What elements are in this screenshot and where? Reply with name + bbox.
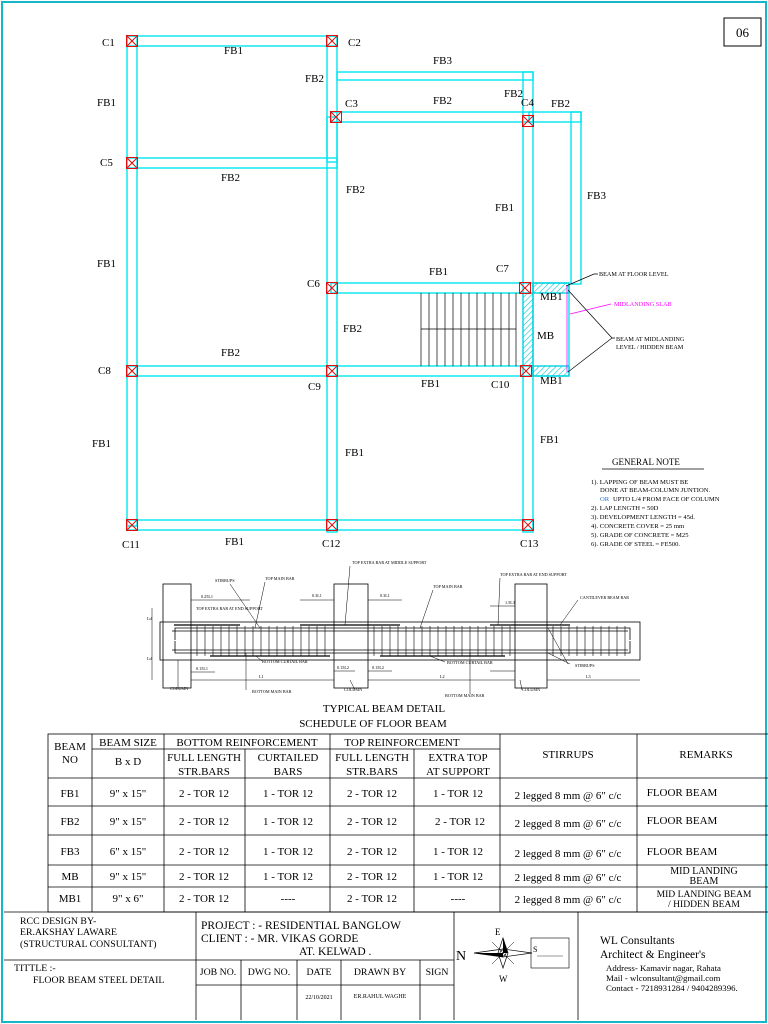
project: PROJECT : - RESIDENTIAL BANGLOW <box>201 920 401 932</box>
detail-label: BOTTOM CURTAIL BAR <box>262 659 308 664</box>
detail-label: Ld <box>147 656 152 661</box>
cell-top-extra: ---- <box>450 893 466 905</box>
detail-label: TOP MAIN BAR <box>433 584 463 589</box>
cell-size: 9" x 6" <box>112 893 144 905</box>
column-label: C1 <box>102 37 115 49</box>
note-line: 5). GRADE OF CONCRETE = M25 <box>591 532 689 539</box>
note-line: UPTO L/4 FROM FACE OF COLUMN <box>613 496 720 503</box>
title-value: FLOOR BEAM STEEL DETAIL <box>33 975 165 986</box>
detail-label: L3 <box>586 674 591 679</box>
th-beam-size: BEAM SIZE <box>99 737 157 749</box>
date-value: 22/10/2021 <box>305 995 333 1001</box>
detail-label: BOTTOM CURTAIL BAR <box>447 660 493 665</box>
cell-beam: FB3 <box>60 846 80 858</box>
table-row <box>59 889 752 910</box>
column-label: C9 <box>308 381 321 393</box>
column-label: C5 <box>100 157 113 169</box>
cell-stirrups: 2 legged 8 mm @ 6" c/c <box>514 790 622 802</box>
detail-label: CANTILEVER BEAM BAR <box>580 595 630 600</box>
beam-label: FB2 <box>551 98 570 110</box>
column-label: C4 <box>521 97 534 109</box>
th-top-full: STR.BARS <box>346 766 398 778</box>
column-labels <box>98 37 539 551</box>
schedule-title: SCHEDULE OF FLOOR BEAM <box>299 718 447 730</box>
cell-bot-full: 2 - TOR 12 <box>178 871 230 883</box>
detail-label: TOP EXTRA BAR AT END SUPPORT <box>500 572 567 577</box>
beam-label: MB1 <box>540 375 563 387</box>
detail-label: 0.3L1 <box>380 593 390 598</box>
cell-bot-full: 2 - TOR 12 <box>178 816 230 828</box>
cell-size: 9" x 15" <box>109 816 147 828</box>
beam-label: FB1 <box>97 97 116 109</box>
detail-label: L1 <box>259 674 264 679</box>
table-row <box>61 815 718 830</box>
typical-beam-detail <box>152 566 640 694</box>
cell-stirrups: 2 legged 8 mm @ 6" c/c <box>514 848 622 860</box>
note-line: DONE AT BEAM-COLUMN JUNTION. <box>600 487 711 494</box>
note-line: 1). LAPPING OF BEAM MUST BE <box>591 479 689 486</box>
cell-bot-full: 2 - TOR 12 <box>178 788 230 800</box>
cell-top-full: 2 - TOR 12 <box>346 871 398 883</box>
sign-label: SIGN <box>425 967 449 978</box>
column-label: C7 <box>496 263 509 275</box>
design-by: RCC DESIGN BY- <box>20 916 97 927</box>
beam-label: FB1 <box>345 447 364 459</box>
beam-c5-c3 <box>127 158 337 168</box>
beam-label: FB2 <box>221 172 240 184</box>
callout-midlanding-1: BEAM AT MIDLANDING <box>616 336 685 343</box>
beam-label: FB1 <box>97 258 116 270</box>
note-line: 2). LAP LENGTH = 50D <box>591 505 659 512</box>
cell-remarks: BEAM <box>689 876 719 887</box>
detail-label: TOP EXTRA BAR AT END SUPPORT <box>196 606 263 611</box>
th-curtailed: BARS <box>273 766 303 778</box>
detail-label: TOP EXTRA BAR AT MIDDLE SUPPORT <box>352 560 427 565</box>
firm-contact: Contact - 7218931284 / 9404289396. <box>606 983 738 993</box>
cell-size: 9" x 15" <box>109 871 147 883</box>
beam-label: FB1 <box>225 536 244 548</box>
cell-stirrups: 2 legged 8 mm @ 6" c/c <box>514 872 622 884</box>
detail-label: TOP MAIN BAR <box>265 576 295 581</box>
th-beam-no: NO <box>62 754 78 766</box>
beam-detail-labels <box>147 560 629 698</box>
north-compass-icon <box>456 927 569 984</box>
column-label: C6 <box>307 278 320 290</box>
column-label: C13 <box>520 538 539 550</box>
cell-top-full: 2 - TOR 12 <box>346 846 398 858</box>
detail-label: BOTTOM MAIN BAR <box>252 689 292 694</box>
sheet-border <box>2 2 766 1022</box>
cell-beam: MB1 <box>58 893 82 905</box>
cell-top-full: 2 - TOR 12 <box>346 788 398 800</box>
firm-address: Address- Kamavir nagar, Rahata <box>606 963 721 973</box>
beam-label: FB1 <box>429 266 448 278</box>
cell-top-full: 2 - TOR 12 <box>346 893 398 905</box>
cell-beam: FB1 <box>60 788 80 800</box>
cell-beam: FB2 <box>60 816 80 828</box>
cell-stirrups: 2 legged 8 mm @ 6" c/c <box>514 894 622 906</box>
beam-label: FB2 <box>343 323 362 335</box>
location: AT. KELWAD . <box>299 946 372 958</box>
cell-remarks: FLOOR BEAM <box>646 815 718 827</box>
th-full-length: STR.BARS <box>178 766 230 778</box>
job-no-label: JOB NO. <box>199 967 237 978</box>
beam-c8-c10 <box>127 366 533 376</box>
engineer-name: ER.AKSHAY LAWARE <box>20 927 118 938</box>
detail-label: 0.15L2 <box>372 665 384 670</box>
cell-remarks: MID LANDING BEAM <box>656 889 752 900</box>
beam-label: MB <box>537 330 555 342</box>
cell-bot-curt: 1 - TOR 12 <box>262 871 314 883</box>
column-label: C3 <box>345 98 358 110</box>
schedule-rows <box>59 787 752 910</box>
column-label: C2 <box>348 37 361 49</box>
cell-top-extra: 1 - TOR 12 <box>432 846 484 858</box>
beam-c4-right <box>529 112 581 122</box>
detail-label: BOTTOM MAIN BAR <box>445 693 485 698</box>
compass-e: E <box>495 927 501 937</box>
cell-top-extra: 2 - TOR 12 <box>434 816 486 828</box>
callouts <box>566 271 685 372</box>
beam-label: FB1 <box>495 202 514 214</box>
client: CLIENT : - MR. VIKAS GORDE <box>201 933 359 945</box>
compass-n: N <box>456 949 467 964</box>
compass-w: W <box>499 974 508 984</box>
beam-c3-c12 <box>327 117 337 532</box>
cell-bot-curt: ---- <box>280 893 296 905</box>
cell-remarks: FLOOR BEAM <box>646 846 718 858</box>
beam-c11-c13 <box>127 520 533 530</box>
beam-label: FB3 <box>433 55 452 67</box>
column-label: C11 <box>122 539 140 551</box>
beam-fb3-top <box>337 72 533 80</box>
beam-label: FB1 <box>421 378 440 390</box>
beam-label: FB1 <box>540 434 559 446</box>
cell-beam: MB <box>61 871 79 883</box>
column-label: C10 <box>491 379 510 391</box>
table-row <box>61 846 718 860</box>
note-line: 4). CONCRETE COVER = 25 mm <box>591 523 685 530</box>
detail-label: STIRRUPS <box>575 663 595 668</box>
callout-floor-level: BEAM AT FLOOR LEVEL <box>599 271 669 278</box>
dwg-no-label: DWG NO. <box>247 967 291 978</box>
detail-label: 0.15L1 <box>196 666 208 671</box>
detail-label: COLUMN <box>522 687 541 692</box>
detail-label: 0.15L2 <box>337 665 349 670</box>
title-label: TITTLE :- <box>14 963 56 974</box>
beam-c3-c4 <box>331 112 533 122</box>
detail-label: 1.5L3 <box>505 600 515 605</box>
table-row <box>61 787 718 802</box>
firm-sub: Architect & Engineer's <box>600 949 706 961</box>
cell-bot-full: 2 - TOR 12 <box>178 893 230 905</box>
callout-midlanding-slab: MIDLANDING SLAB <box>614 301 672 308</box>
beam-detail-title: TYPICAL BEAM DETAIL <box>322 703 446 715</box>
sheet-number: 06 <box>736 25 749 40</box>
cell-remarks: MID LANDING <box>670 866 738 877</box>
cell-top-extra: 1 - TOR 12 <box>432 871 484 883</box>
staircase <box>421 293 516 366</box>
th-full-length: FULL LENGTH <box>167 752 241 764</box>
beam-c2-c3 <box>327 36 337 162</box>
column-label: C8 <box>98 365 111 377</box>
detail-label: 0.25L1 <box>201 594 213 599</box>
drawn-by-label: DRAWN BY <box>353 967 407 978</box>
note-or: OR <box>600 496 610 503</box>
schedule-headers <box>54 737 732 778</box>
detail-label: STIRRUPS <box>215 578 235 583</box>
firm-name: WL Consultants <box>600 935 675 947</box>
detail-label: COLUMN <box>170 686 189 691</box>
title-block-text <box>14 916 448 1001</box>
cell-bot-curt: 1 - TOR 12 <box>262 816 314 828</box>
th-beam-no: BEAM <box>54 741 86 753</box>
cell-bot-curt: 1 - TOR 12 <box>262 788 314 800</box>
cell-size: 9" x 15" <box>109 788 147 800</box>
note-line: 3). DEVELOPMENT LENGTH = 45d. <box>591 514 695 521</box>
drawn-by-value: ER.RAHUL WAGHE <box>353 994 407 1000</box>
beam-label: FB2 <box>346 184 365 196</box>
th-top-full: FULL LENGTH <box>335 752 409 764</box>
beam-c1-c11 <box>127 36 137 526</box>
cell-top-full: 2 - TOR 12 <box>346 816 398 828</box>
note-line: 6). GRADE OF STEEL = FE500. <box>591 541 681 548</box>
sheet-number-box <box>724 18 761 46</box>
beam-c6-c7 <box>331 283 533 293</box>
th-extra-top: EXTRA TOP <box>428 752 488 764</box>
beam-label: MB1 <box>540 291 563 303</box>
table-row <box>61 866 737 887</box>
beam-fb3-right <box>571 112 581 284</box>
th-curtailed: CURTAILED <box>257 752 319 764</box>
cell-remarks: / HIDDEN BEAM <box>668 899 740 910</box>
engineer-role: (STRUCTURAL CONSULTANT) <box>20 939 157 950</box>
beam-label: FB2 <box>504 88 523 100</box>
general-note <box>591 457 720 548</box>
cell-size: 6" x 15" <box>109 846 147 858</box>
th-top: TOP REINFORCEMENT <box>344 737 460 749</box>
callout-midlanding-2: LEVEL / HIDDEN BEAM <box>616 344 684 351</box>
th-extra-top: AT SUPPORT <box>426 766 490 778</box>
cell-remarks: FLOOR BEAM <box>646 787 718 799</box>
column-label: C12 <box>322 538 341 550</box>
firm-info <box>600 935 738 993</box>
th-bottom: BOTTOM REINFORCEMENT <box>176 737 318 749</box>
compass-s: S <box>533 945 538 954</box>
beam-label: FB1 <box>92 438 111 450</box>
beam-label: FB3 <box>587 190 606 202</box>
cell-bot-curt: 1 - TOR 12 <box>262 846 314 858</box>
detail-label: L2 <box>440 674 445 679</box>
beam-label: FB2 <box>433 95 452 107</box>
cell-top-extra: 1 - TOR 12 <box>432 788 484 800</box>
firm-mail: Mail - wlconsultant@gmail.com <box>606 973 721 983</box>
th-remarks: REMARKS <box>679 749 733 761</box>
beam-label: FB2 <box>305 73 324 85</box>
detail-label: Ld <box>147 616 152 621</box>
date-label: DATE <box>306 967 332 978</box>
beam-label: FB2 <box>221 347 240 359</box>
general-note-title: GENERAL NOTE <box>612 457 680 467</box>
th-stirrups: STIRRUPS <box>542 749 594 761</box>
detail-label: 0.3L1 <box>312 593 322 598</box>
cell-bot-full: 2 - TOR 12 <box>178 846 230 858</box>
detail-label: COLUMN <box>344 687 363 692</box>
beam-label: FB1 <box>224 45 243 57</box>
th-bxd: B x D <box>114 756 142 768</box>
cell-stirrups: 2 legged 8 mm @ 6" c/c <box>514 818 622 830</box>
